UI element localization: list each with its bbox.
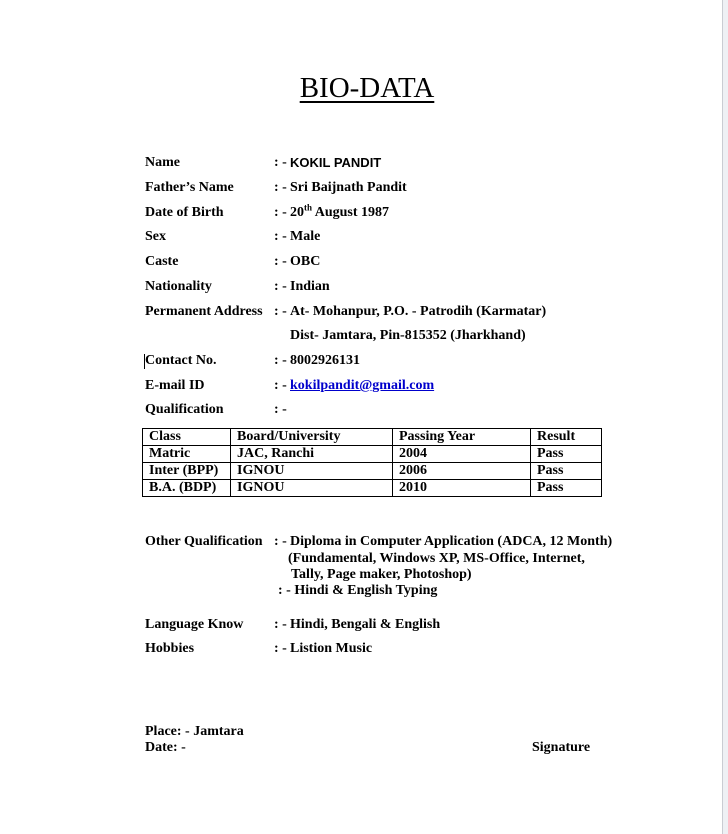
field-value: Dist- Jamtara, Pin-815352 (Jharkhand) — [290, 328, 526, 343]
field-value: Sri Baijnath Pandit — [290, 180, 407, 195]
page-edge — [722, 0, 728, 834]
table-header: Passing Year — [393, 429, 531, 446]
field-separator: : - — [274, 254, 287, 269]
field-separator: : - — [274, 205, 287, 220]
field-value: Hindi, Bengali & English — [290, 617, 441, 632]
field-value: KOKIL PANDIT — [290, 155, 382, 170]
other-qualification-line4: : - Hindi & English Typing — [278, 583, 438, 598]
table-cell: B.A. (BDP) — [143, 480, 231, 497]
field-label: E-mail ID — [145, 378, 205, 393]
dob-rest: August 1987 — [312, 205, 390, 220]
signature-text: Signature — [532, 740, 591, 755]
field-value — [290, 204, 389, 222]
field-label: Hobbies — [145, 641, 195, 656]
field-separator: : - — [274, 378, 287, 393]
table-header-row — [143, 429, 602, 446]
other-qualification-line2: (Fundamental, Windows XP, MS-Office, Internet, — [288, 551, 585, 566]
table-header: Board/University — [231, 429, 393, 446]
table-cell: JAC, Ranchi — [231, 446, 393, 463]
table-cell: Pass — [531, 480, 602, 497]
field-separator: : - — [274, 180, 287, 195]
field-label: Permanent Address — [145, 304, 263, 319]
field-value: Indian — [290, 279, 330, 294]
table-cell: IGNOU — [231, 480, 393, 497]
place-text: Place: - Jamtara — [145, 724, 244, 739]
page-title: BIO-DATA — [299, 72, 435, 104]
field-label: Other Qualification — [145, 534, 263, 549]
field-value: Diploma in Computer Application (ADCA, 12 Month) — [290, 534, 613, 549]
field-label: Language Know — [145, 617, 244, 632]
dob-suffix: th — [304, 202, 313, 213]
qualification-table — [142, 428, 602, 497]
field-value: Male — [290, 229, 321, 244]
field-separator: : - — [274, 402, 287, 417]
field-label: Name — [145, 155, 180, 170]
table-header: Class — [143, 429, 231, 446]
table-cell: 2004 — [393, 446, 531, 463]
field-label: Nationality — [145, 279, 212, 294]
table-row — [143, 463, 602, 480]
field-separator: : - — [274, 155, 287, 170]
field-separator: : - — [274, 304, 287, 319]
table-cell: Pass — [531, 446, 602, 463]
dob-day: 20 — [290, 205, 304, 220]
field-separator: : - — [274, 534, 287, 549]
other-qualification-line3: Tally, Page maker, Photoshop) — [291, 567, 472, 582]
table-cell: 2010 — [393, 480, 531, 497]
table-cell: Matric — [143, 446, 231, 463]
field-value: Listion Music — [290, 641, 373, 656]
field-separator: : - — [274, 279, 287, 294]
table-cell: Pass — [531, 463, 602, 480]
field-label: Date of Birth — [145, 205, 224, 220]
table-header: Result — [531, 429, 602, 446]
email-link[interactable]: kokilpandit@gmail.com — [290, 378, 435, 393]
field-label: Father’s Name — [145, 180, 234, 195]
table-cell: IGNOU — [231, 463, 393, 480]
table-row — [143, 480, 602, 497]
field-separator: : - — [274, 641, 287, 656]
field-separator: : - — [274, 617, 287, 632]
field-label: Sex — [145, 229, 166, 244]
field-value: 8002926131 — [290, 353, 360, 368]
field-label: Contact No. — [145, 353, 217, 368]
field-label: Caste — [145, 254, 179, 269]
field-separator: : - — [274, 229, 287, 244]
field-separator: : - — [274, 353, 287, 368]
table-cell: Inter (BPP) — [143, 463, 231, 480]
field-label: Qualification — [145, 402, 224, 417]
table-row — [143, 446, 602, 463]
table-cell: 2006 — [393, 463, 531, 480]
field-value: At- Mohanpur, P.O. - Patrodih (Karmatar) — [290, 304, 547, 319]
date-text: Date: - — [145, 740, 186, 755]
field-value: OBC — [290, 254, 321, 269]
